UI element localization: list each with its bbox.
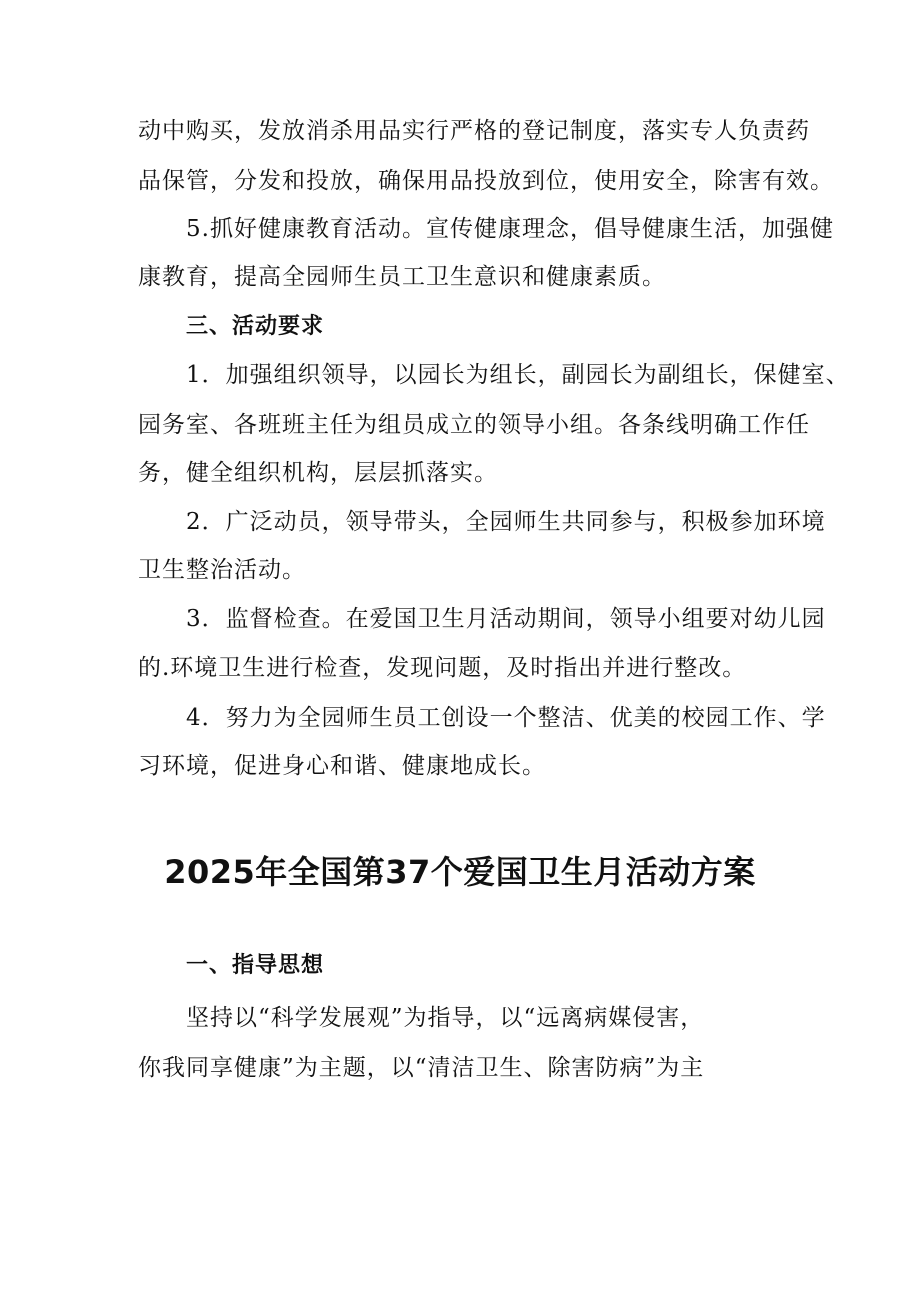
section-heading-guiding-ideology: 一、指导思想 [186, 953, 325, 978]
requirement-1-line: 务，健全组织机构，层层抓落实。 [138, 460, 498, 486]
paragraph-line: 你我同享健康”为主题，以“清洁卫生、除害防病”为主 [138, 1055, 705, 1081]
requirement-4-line: 4．努力为全园师生员工创设一个整洁、优美的校园工作、学 [186, 705, 826, 731]
requirement-1-line: 园务室、各班班主任为组员成立的领导小组。各条线明确工作任 [138, 412, 810, 438]
paragraph-line: 动中购买，发放消杀用品实行严格的登记制度，落实专人负责药 [138, 118, 810, 144]
paragraph-line: 坚持以“科学发展观”为指导，以“远离病媒侵害， [186, 1005, 705, 1031]
paragraph-line: 品保管，分发和投放，确保用品投放到位，使用安全，除害有效。 [138, 168, 834, 194]
requirement-2-line: 卫生整治活动。 [138, 557, 306, 583]
document-title: 2025年全国第37个爱国卫生月活动方案 [164, 853, 756, 891]
requirement-2-line: 2．广泛动员，领导带头，全园师生共同参与，积极参加环境 [186, 509, 826, 535]
requirement-4-line: 习环境，促进身心和谐、健康地成长。 [138, 753, 546, 779]
requirement-3-line: 3．监督检查。在爱国卫生月活动期间，领导小组要对幼儿园 [186, 606, 826, 632]
list-item-5-line: 5.抓好健康教育活动。宣传健康理念，倡导健康生活，加强健 [186, 216, 834, 242]
requirement-1-line: 1．加强组织领导，以园长为组长，副园长为副组长，保健室、 [186, 362, 850, 388]
list-item-5-line: 康教育，提高全园师生员工卫生意识和健康素质。 [138, 264, 666, 290]
requirement-3-line: 的.环境卫生进行检查，发现问题，及时指出并进行整改。 [138, 655, 747, 681]
section-heading-requirements: 三、活动要求 [186, 314, 325, 339]
